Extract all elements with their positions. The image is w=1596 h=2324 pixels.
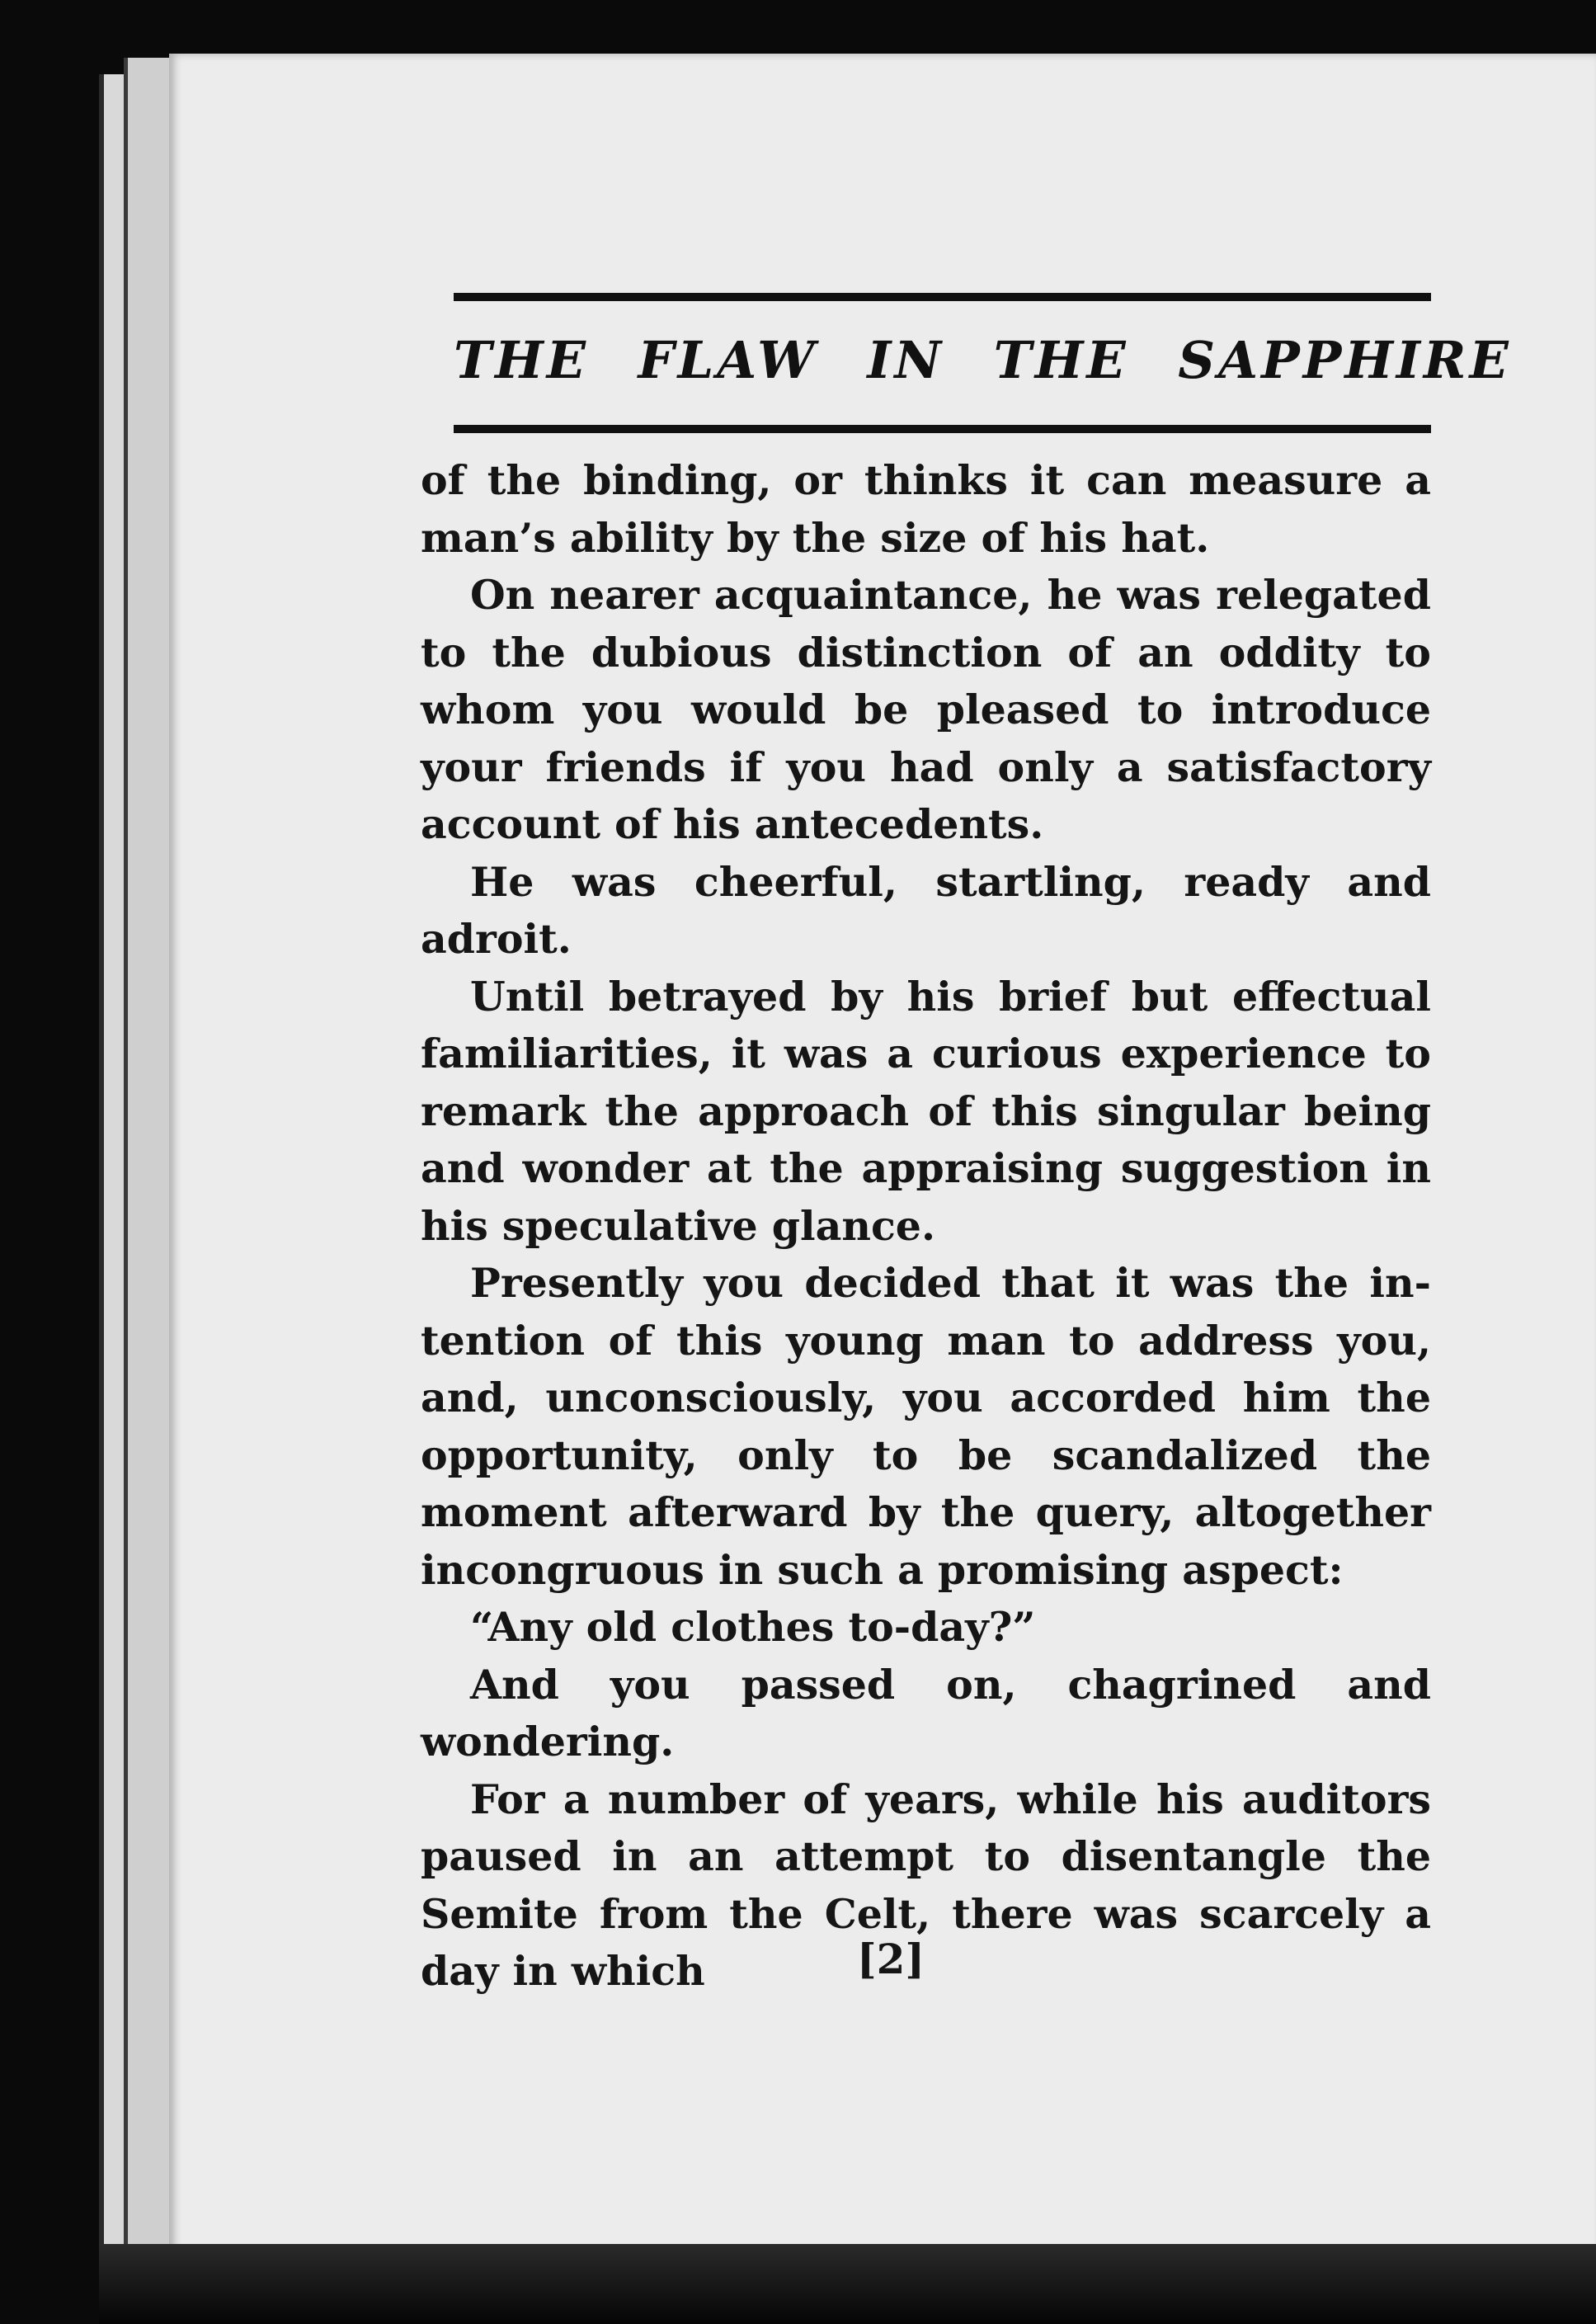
paragraph: For a number of years, while his auditors paused in an attempt to disentangle the Semite from the Celt, there was scarcely a day in which: [421, 1775, 1431, 1995]
paragraph: He was cheerful, startling, ready and adroit.: [421, 857, 1431, 963]
paragraph: of the binding, or thinks it can measure a man’s ability by the size of his hat.: [421, 456, 1431, 562]
paragraph: Presently you decided that it was the intention of this young man to address you, and, unconsciously, you accorded him the opportunity, only to be scandalized the moment afterward by the query, altogether incongruous in such a promising aspect:: [421, 1259, 1431, 1594]
page-number: [2]: [856, 1935, 925, 1983]
running-head-title: THE FLAW IN THE SAPPHIRE: [454, 330, 1512, 390]
paragraph: And you passed on, chagrined and wondering.: [421, 1660, 1431, 1765]
bottom-shadow: [99, 2244, 1596, 2324]
paragraph: Until betrayed by his brief but effectual familiarities, it was a curious experience to remark the approach of this singular being and wonder at the appraising suggestion in his speculative glance.: [421, 972, 1431, 1250]
body-text: [421, 452, 1431, 2001]
paragraph: On nearer acquaintance, he was relegated to the dubious distinction of an oddity to whom you would be pleased to introduce your friends if you had only a satisfactory account of his antecedents.: [421, 571, 1431, 848]
running-head: [454, 293, 1512, 433]
paragraph: “Any old clothes to-day?”: [470, 1603, 1036, 1651]
